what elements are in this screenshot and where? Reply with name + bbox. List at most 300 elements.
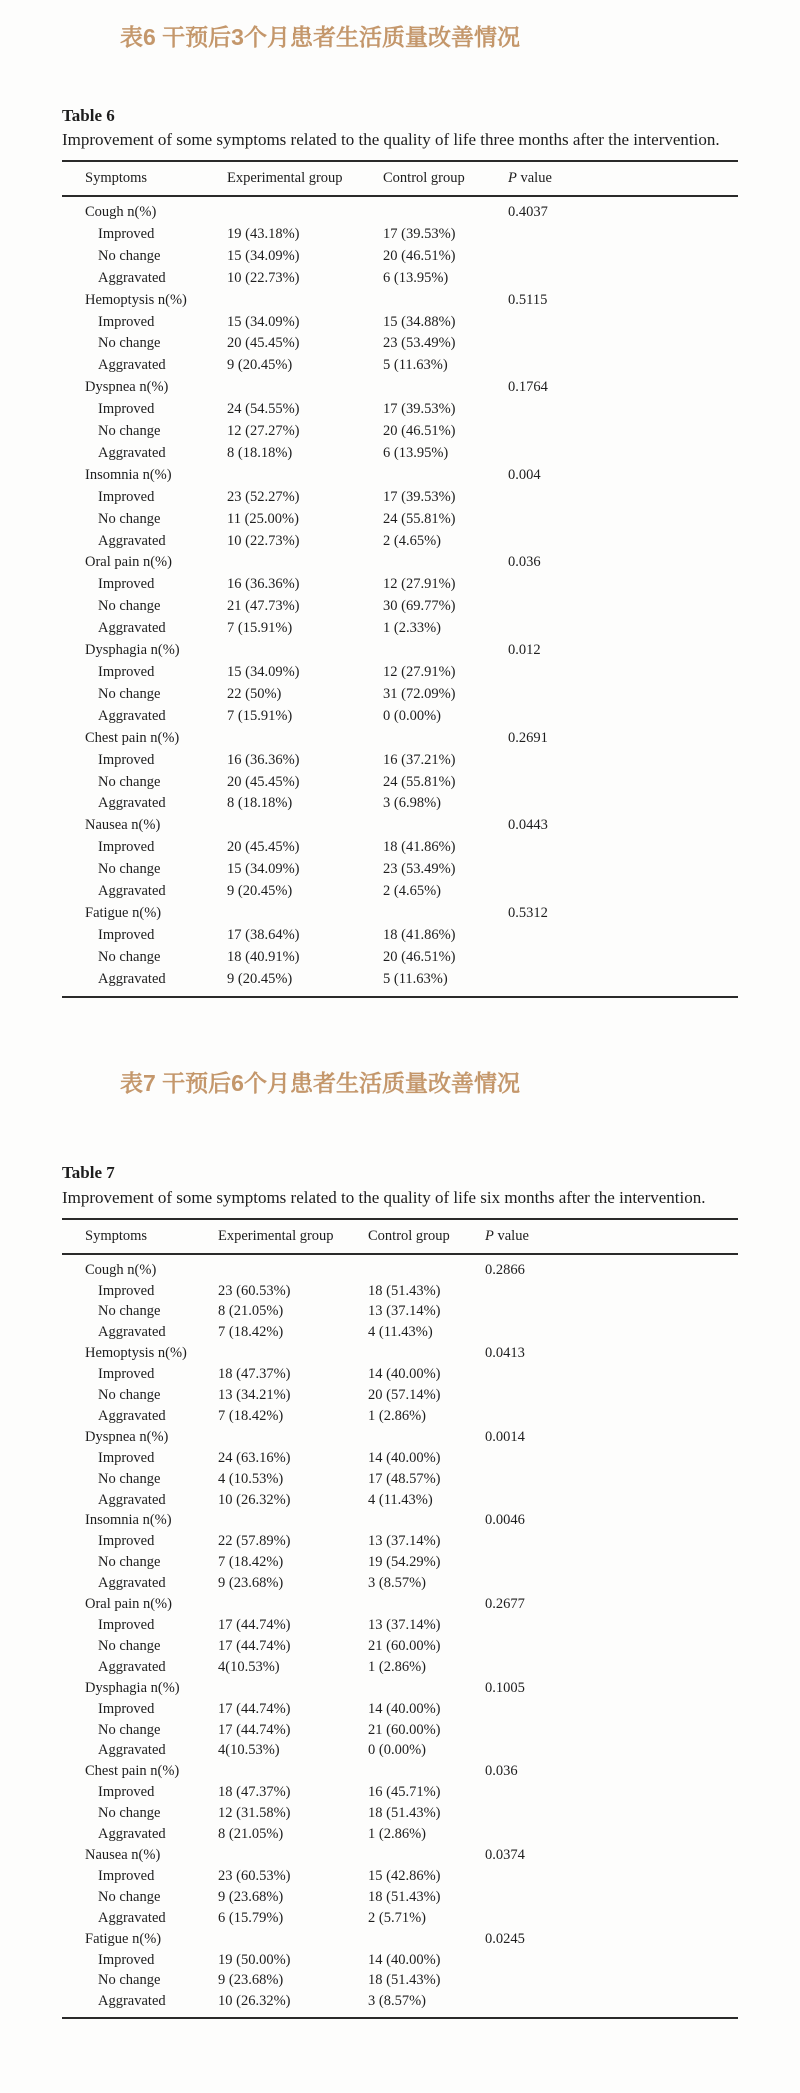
outcome-label: Improved	[98, 751, 155, 768]
control-value: 5 (11.63%)	[383, 970, 448, 987]
control-value: 23 (53.49%)	[383, 335, 456, 352]
outcome-label: Aggravated	[98, 883, 166, 900]
empty-cell	[508, 268, 738, 290]
control-value: 23 (53.49%)	[383, 861, 456, 878]
experimental-value: 23 (60.53%)	[218, 1867, 291, 1884]
control-value: 18 (41.86%)	[383, 839, 456, 856]
outcome-row	[62, 1636, 738, 1657]
empty-cell	[508, 421, 738, 443]
empty-cell	[508, 750, 738, 772]
control-value: 4 (11.43%)	[368, 1324, 433, 1341]
outcome-row	[62, 312, 738, 334]
symptom-name: Dysphagia n(%)	[85, 1679, 180, 1696]
outcome-label: Improved	[98, 1449, 155, 1466]
control-value: 3 (8.57%)	[368, 1575, 426, 1592]
outcome-row	[62, 1406, 738, 1427]
empty-cell	[485, 1406, 738, 1427]
empty-cell	[485, 1573, 738, 1594]
table6	[62, 160, 738, 998]
outcome-label: Improved	[98, 1951, 155, 1968]
symptom-name: Hemoptysis n(%)	[85, 291, 187, 308]
column-header-p-value: P value	[508, 161, 738, 196]
control-value: 17 (39.53%)	[383, 488, 456, 505]
column-header-symptoms: Symptoms	[62, 161, 227, 196]
outcome-row	[62, 859, 738, 881]
outcome-label: Improved	[98, 1700, 155, 1717]
symptom-row	[62, 290, 738, 312]
outcome-label: Improved	[98, 1282, 155, 1299]
outcome-row	[62, 1552, 738, 1573]
table7-header-row	[62, 1219, 738, 1254]
experimental-value: 10 (26.32%)	[218, 1491, 291, 1508]
control-value: 20 (46.51%)	[383, 247, 456, 264]
table7-body	[62, 1254, 738, 2019]
outcome-row	[62, 881, 738, 903]
p-value: 0.5115	[508, 291, 548, 308]
empty-cell	[485, 1469, 738, 1490]
empty-cell	[508, 509, 738, 531]
control-value: 18 (51.43%)	[368, 1282, 441, 1299]
control-value: 3 (8.57%)	[368, 1993, 426, 2010]
empty-cell	[508, 333, 738, 355]
control-value: 13 (37.14%)	[368, 1533, 441, 1550]
empty-cell	[508, 925, 738, 947]
symptom-name: Fatigue n(%)	[85, 1930, 162, 1947]
empty-cell	[485, 1448, 738, 1469]
experimental-value: 6 (15.79%)	[218, 1909, 284, 1926]
empty-cell	[485, 1531, 738, 1552]
outcome-label: No change	[98, 598, 161, 615]
control-value: 4 (11.43%)	[368, 1491, 433, 1508]
empty-cell	[368, 1678, 485, 1699]
empty-cell	[368, 1510, 485, 1531]
control-value: 14 (40.00%)	[368, 1449, 441, 1466]
outcome-label: Improved	[98, 1784, 155, 1801]
empty-cell	[485, 1950, 738, 1971]
outcome-label: Aggravated	[98, 1575, 166, 1592]
outcome-row	[62, 1281, 738, 1302]
p-value: 0.012	[508, 642, 541, 659]
table6-chinese-title: 表6 干预后3个月患者生活质量改善情况	[120, 24, 520, 50]
experimental-value: 18 (40.91%)	[227, 948, 300, 965]
experimental-value: 19 (50.00%)	[218, 1951, 291, 1968]
experimental-value: 15 (34.09%)	[227, 247, 300, 264]
empty-cell	[218, 1427, 368, 1448]
outcome-row	[62, 1469, 738, 1490]
experimental-value: 15 (34.09%)	[227, 861, 300, 878]
p-value: 0.2677	[485, 1596, 525, 1613]
control-value: 16 (37.21%)	[383, 751, 456, 768]
outcome-row	[62, 1740, 738, 1761]
empty-cell	[368, 1761, 485, 1782]
control-value: 15 (34.88%)	[383, 313, 456, 330]
p-value: 0.0413	[485, 1345, 525, 1362]
experimental-value: 19 (43.18%)	[227, 225, 300, 242]
p-value: 0.0046	[485, 1512, 525, 1529]
empty-cell	[508, 618, 738, 640]
outcome-label: Aggravated	[98, 620, 166, 637]
outcome-row	[62, 1887, 738, 1908]
control-value: 21 (60.00%)	[368, 1637, 441, 1654]
empty-cell	[485, 1824, 738, 1845]
empty-cell	[368, 1594, 485, 1615]
empty-cell	[508, 531, 738, 553]
control-value: 19 (54.29%)	[368, 1554, 441, 1571]
outcome-row	[62, 333, 738, 355]
outcome-row	[62, 969, 738, 997]
empty-cell	[485, 1385, 738, 1406]
outcome-row	[62, 1301, 738, 1322]
empty-cell	[227, 815, 383, 837]
symptom-row	[62, 640, 738, 662]
symptom-name: Cough n(%)	[85, 203, 157, 220]
symptom-row	[62, 465, 738, 487]
empty-cell	[485, 1970, 738, 1991]
experimental-value: 17 (38.64%)	[227, 926, 300, 943]
symptom-name: Dyspnea n(%)	[85, 379, 169, 396]
outcome-label: Aggravated	[98, 1324, 166, 1341]
control-value: 20 (46.51%)	[383, 948, 456, 965]
experimental-value: 17 (44.74%)	[218, 1637, 291, 1654]
empty-cell	[508, 399, 738, 421]
empty-cell	[485, 1699, 738, 1720]
empty-cell	[508, 772, 738, 794]
control-value: 0 (0.00%)	[383, 707, 441, 724]
symptom-row	[62, 903, 738, 925]
outcome-row	[62, 443, 738, 465]
empty-cell	[368, 1254, 485, 1281]
experimental-value: 7 (15.91%)	[227, 707, 293, 724]
symptom-row	[62, 1929, 738, 1950]
outcome-label: No change	[98, 335, 161, 352]
control-value: 12 (27.91%)	[383, 664, 456, 681]
empty-cell	[485, 1991, 738, 2018]
control-value: 6 (13.95%)	[383, 444, 449, 461]
outcome-row	[62, 509, 738, 531]
control-value: 14 (40.00%)	[368, 1700, 441, 1717]
control-value: 12 (27.91%)	[383, 576, 456, 593]
outcome-label: Improved	[98, 1533, 155, 1550]
table6-caption: Improvement of some symptoms related to the quality of life three months after the intervention.	[62, 129, 720, 149]
outcome-label: Improved	[98, 313, 155, 330]
outcome-label: No change	[98, 1972, 161, 1989]
outcome-row	[62, 1720, 738, 1741]
column-header-experimental-group: Experimental group	[227, 161, 383, 196]
control-value: 20 (57.14%)	[368, 1387, 441, 1404]
column-header-experimental-group: Experimental group	[218, 1219, 368, 1254]
control-value: 2 (5.71%)	[368, 1909, 426, 1926]
experimental-value: 16 (36.36%)	[227, 576, 300, 593]
outcome-label: No change	[98, 247, 161, 264]
empty-cell	[227, 552, 383, 574]
outcome-row	[62, 421, 738, 443]
empty-cell	[383, 728, 508, 750]
outcome-label: Improved	[98, 1617, 155, 1633]
empty-cell	[508, 837, 738, 859]
experimental-value: 11 (25.00%)	[227, 510, 299, 527]
control-value: 13 (37.14%)	[368, 1617, 441, 1633]
outcome-row	[62, 1385, 738, 1406]
outcome-label: Aggravated	[98, 357, 166, 374]
outcome-row	[62, 750, 738, 772]
experimental-value: 8 (18.18%)	[227, 795, 293, 812]
experimental-value: 10 (22.73%)	[227, 269, 300, 286]
outcome-row	[62, 1699, 738, 1720]
empty-cell	[508, 793, 738, 815]
symptom-name: Oral pain n(%)	[85, 554, 172, 571]
symptom-name: Cough n(%)	[85, 1261, 157, 1278]
outcome-row	[62, 1866, 738, 1887]
control-value: 31 (72.09%)	[383, 685, 456, 702]
control-value: 30 (69.77%)	[383, 598, 456, 615]
outcome-row	[62, 355, 738, 377]
symptom-row	[62, 1343, 738, 1364]
empty-cell	[508, 969, 738, 997]
outcome-label: No change	[98, 1805, 161, 1822]
p-value: 0.2691	[508, 729, 548, 746]
outcome-label: Aggravated	[98, 1909, 166, 1926]
empty-cell	[485, 1782, 738, 1803]
outcome-row	[62, 246, 738, 268]
table7-section	[62, 1163, 740, 2019]
empty-cell	[508, 662, 738, 684]
control-value: 15 (42.86%)	[368, 1867, 441, 1884]
outcome-label: No change	[98, 861, 161, 878]
symptom-row	[62, 377, 738, 399]
experimental-value: 9 (20.45%)	[227, 357, 293, 374]
symptom-name: Dysphagia n(%)	[85, 642, 180, 659]
p-value: 0.036	[485, 1763, 518, 1780]
experimental-value: 17 (44.74%)	[218, 1700, 291, 1717]
empty-cell	[218, 1343, 368, 1364]
outcome-row	[62, 1970, 738, 1991]
outcome-label: Aggravated	[98, 1826, 166, 1843]
column-header-p-value: P value	[485, 1219, 738, 1254]
column-header-control-group: Control group	[368, 1219, 485, 1254]
control-value: 1 (2.86%)	[368, 1407, 426, 1424]
outcome-row	[62, 1364, 738, 1385]
outcome-row	[62, 1490, 738, 1511]
outcome-row	[62, 925, 738, 947]
symptom-name: Dyspnea n(%)	[85, 1428, 169, 1445]
symptom-row	[62, 1594, 738, 1615]
symptom-name: Chest pain n(%)	[85, 1763, 180, 1780]
table7-chinese-title: 表7 干预后6个月患者生活质量改善情况	[120, 1069, 520, 1096]
experimental-value: 9 (20.45%)	[227, 970, 293, 987]
experimental-value: 23 (52.27%)	[227, 488, 300, 505]
outcome-label: Improved	[98, 401, 155, 418]
outcome-row	[62, 487, 738, 509]
outcome-label: Improved	[98, 664, 155, 681]
symptom-name: Insomnia n(%)	[85, 466, 172, 483]
control-value: 24 (55.81%)	[383, 510, 456, 527]
empty-cell	[485, 1803, 738, 1824]
outcome-row	[62, 1322, 738, 1343]
outcome-row	[62, 1448, 738, 1469]
empty-cell	[508, 596, 738, 618]
experimental-value: 17 (44.74%)	[218, 1617, 291, 1633]
experimental-value: 4(10.53%)	[218, 1658, 280, 1675]
outcome-label: Improved	[98, 488, 155, 505]
symptom-name: Chest pain n(%)	[85, 729, 180, 746]
outcome-label: Aggravated	[98, 269, 166, 286]
outcome-label: Improved	[98, 1366, 155, 1383]
outcome-row	[62, 1824, 738, 1845]
empty-cell	[508, 947, 738, 969]
control-value: 6 (13.95%)	[383, 269, 449, 286]
outcome-row	[62, 772, 738, 794]
control-value: 17 (39.53%)	[383, 225, 456, 242]
empty-cell	[508, 224, 738, 246]
outcome-row	[62, 684, 738, 706]
empty-cell	[218, 1845, 368, 1866]
outcome-label: No change	[98, 1303, 161, 1320]
p-value: 0.5312	[508, 904, 548, 921]
p-value: 0.0014	[485, 1428, 525, 1445]
empty-cell	[383, 552, 508, 574]
experimental-value: 18 (47.37%)	[218, 1366, 291, 1383]
p-value: 0.0443	[508, 817, 548, 834]
empty-cell	[508, 355, 738, 377]
empty-cell	[485, 1657, 738, 1678]
symptom-name: Nausea n(%)	[85, 817, 161, 834]
outcome-row	[62, 268, 738, 290]
outcome-label: No change	[98, 685, 161, 702]
empty-cell	[227, 465, 383, 487]
table6-label: Table 6	[62, 105, 115, 125]
control-value: 18 (51.43%)	[368, 1972, 441, 1989]
experimental-value: 8 (21.05%)	[218, 1303, 284, 1320]
outcome-label: No change	[98, 948, 161, 965]
empty-cell	[485, 1866, 738, 1887]
symptom-name: Hemoptysis n(%)	[85, 1345, 187, 1362]
experimental-value: 4 (10.53%)	[218, 1470, 284, 1487]
outcome-row	[62, 224, 738, 246]
table7-caption: Improvement of some symptoms related to the quality of life six months after the intervention.	[62, 1187, 706, 1207]
outcome-label: Improved	[98, 576, 155, 593]
p-value: 0.004	[508, 466, 541, 483]
empty-cell	[485, 1740, 738, 1761]
experimental-value: 9 (23.68%)	[218, 1575, 284, 1592]
empty-cell	[227, 196, 383, 224]
experimental-value: 17 (44.74%)	[218, 1721, 291, 1738]
empty-cell	[218, 1510, 368, 1531]
experimental-value: 9 (23.68%)	[218, 1888, 284, 1905]
control-value: 5 (11.63%)	[383, 357, 448, 374]
control-value: 3 (6.98%)	[383, 795, 441, 812]
symptom-row	[62, 1427, 738, 1448]
symptom-name: Fatigue n(%)	[85, 904, 162, 921]
outcome-row	[62, 947, 738, 969]
experimental-value: 21 (47.73%)	[227, 598, 300, 615]
empty-cell	[485, 1887, 738, 1908]
empty-cell	[227, 640, 383, 662]
experimental-value: 8 (18.18%)	[227, 444, 293, 461]
control-value: 2 (4.65%)	[383, 883, 441, 900]
empty-cell	[383, 815, 508, 837]
empty-cell	[485, 1720, 738, 1741]
outcome-row	[62, 1615, 738, 1636]
empty-cell	[485, 1908, 738, 1929]
empty-cell	[485, 1364, 738, 1385]
outcome-row	[62, 1782, 738, 1803]
outcome-row	[62, 399, 738, 421]
outcome-label: Aggravated	[98, 1993, 166, 2010]
empty-cell	[485, 1281, 738, 1302]
outcome-row	[62, 618, 738, 640]
empty-cell	[485, 1490, 738, 1511]
outcome-row	[62, 662, 738, 684]
experimental-value: 12 (31.58%)	[218, 1805, 291, 1822]
outcome-label: Aggravated	[98, 707, 166, 724]
control-value: 16 (45.71%)	[368, 1784, 441, 1801]
empty-cell	[508, 246, 738, 268]
control-value: 1 (2.33%)	[383, 620, 441, 637]
outcome-label: No change	[98, 1554, 161, 1571]
symptom-row	[62, 728, 738, 750]
empty-cell	[485, 1615, 738, 1636]
empty-cell	[383, 640, 508, 662]
outcome-label: No change	[98, 423, 161, 440]
experimental-value: 15 (34.09%)	[227, 664, 300, 681]
outcome-row	[62, 1531, 738, 1552]
outcome-row	[62, 1803, 738, 1824]
table6-body	[62, 196, 738, 997]
experimental-value: 7 (18.42%)	[218, 1324, 284, 1341]
symptom-row	[62, 1761, 738, 1782]
experimental-value: 4(10.53%)	[218, 1742, 280, 1759]
experimental-value: 7 (15.91%)	[227, 620, 293, 637]
symptom-row	[62, 1254, 738, 1281]
experimental-value: 24 (63.16%)	[218, 1449, 291, 1466]
empty-cell	[485, 1322, 738, 1343]
outcome-row	[62, 1950, 738, 1971]
empty-cell	[218, 1678, 368, 1699]
outcome-row	[62, 596, 738, 618]
empty-cell	[227, 377, 383, 399]
outcome-label: No change	[98, 1637, 161, 1654]
table7-label: Table 7	[62, 1163, 115, 1183]
empty-cell	[218, 1254, 368, 1281]
experimental-value: 20 (45.45%)	[227, 839, 300, 856]
empty-cell	[485, 1636, 738, 1657]
column-header-control-group: Control group	[383, 161, 508, 196]
empty-cell	[368, 1929, 485, 1950]
outcome-label: Aggravated	[98, 1658, 166, 1675]
p-value: 0.4037	[508, 203, 548, 220]
control-value: 18 (51.43%)	[368, 1888, 441, 1905]
empty-cell	[508, 443, 738, 465]
control-value: 17 (39.53%)	[383, 401, 456, 418]
experimental-value: 12 (27.27%)	[227, 423, 300, 440]
outcome-row	[62, 793, 738, 815]
outcome-row	[62, 1657, 738, 1678]
outcome-label: No change	[98, 1387, 161, 1404]
empty-cell	[508, 312, 738, 334]
experimental-value: 7 (18.42%)	[218, 1554, 284, 1571]
outcome-row	[62, 531, 738, 553]
experimental-value: 22 (57.89%)	[218, 1533, 291, 1550]
outcome-label: Aggravated	[98, 1742, 166, 1759]
empty-cell	[508, 574, 738, 596]
experimental-value: 7 (18.42%)	[218, 1407, 284, 1424]
p-value: 0.1005	[485, 1679, 525, 1696]
empty-cell	[383, 290, 508, 312]
symptom-row	[62, 1845, 738, 1866]
outcome-label: No change	[98, 510, 161, 527]
control-value: 18 (41.86%)	[383, 926, 456, 943]
empty-cell	[227, 290, 383, 312]
